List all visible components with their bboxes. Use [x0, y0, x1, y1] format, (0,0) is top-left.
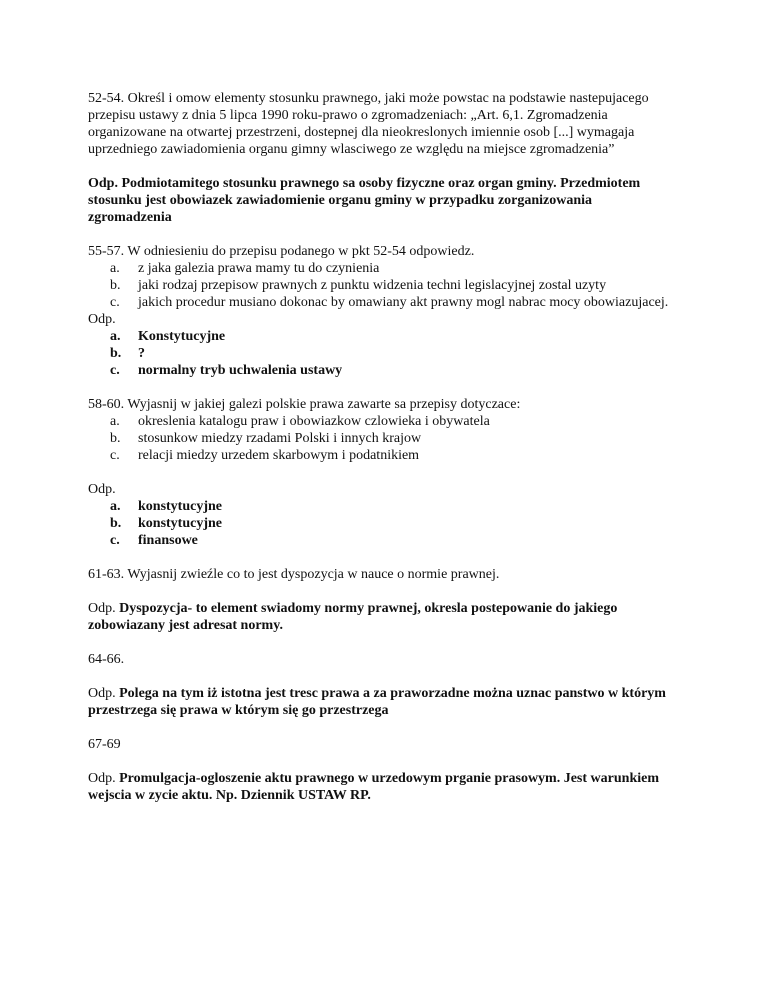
list-item-text: konstytucyjne — [138, 516, 223, 531]
list-item — [88, 413, 678, 430]
list-item — [88, 362, 678, 379]
list-item — [88, 277, 678, 294]
list-marker: b. — [110, 516, 122, 531]
answer-text: Dyspozycja- to element swiadomy normy prawnej, okresla postepowanie do jakiego zobowiazany jest adresat normy. — [88, 601, 618, 633]
list-item-text: Konstytucyjne — [138, 329, 226, 344]
answer-55-57-list — [88, 328, 678, 379]
list-item-text: okreslenia katalogu praw i obowiazkow czlowieka i obywatela — [138, 414, 490, 429]
list-item-text: ? — [138, 346, 145, 361]
list-marker: c. — [110, 533, 120, 548]
list-item-text: z jaka galezia prawa mamy tu do czynienia — [138, 261, 380, 276]
list-item-text: jakich procedur musiano dokonac by omawiany akt prawny mogl nabrac mocy obowiazujacej. — [138, 295, 669, 310]
answer-52-54: Odp. Podmiotamitego stosunku prawnego sa osoby fizyczne oraz organ gminy. Przedmiotem stosunku jest obowiazek zawiadomienie organu gminy w przypadku zorganizowania zgromadzenia — [88, 176, 641, 225]
document-page — [88, 90, 678, 804]
question-61-63: 61-63. Wyjasnij zwieźle co to jest dyspozycja w nauce o normie prawnej. — [88, 567, 500, 582]
list-item — [88, 260, 678, 277]
answer-61-63 — [88, 600, 678, 634]
list-item — [88, 345, 678, 362]
list-item — [88, 328, 678, 345]
list-marker: b. — [110, 278, 121, 293]
answer-67-69 — [88, 770, 678, 804]
odp-label: Odp. — [88, 686, 120, 701]
answer-58-60-list — [88, 498, 678, 549]
list-marker: c. — [110, 295, 120, 310]
answer-64-66 — [88, 685, 678, 719]
list-item-text: jaki rodzaj przepisow prawnych z punktu widzenia techni legislacyjnej zostal uzyty — [138, 278, 607, 293]
list-item — [88, 498, 678, 515]
question-52-54: 52-54. Określ i omow elementy stosunku prawnego, jaki może powstac na podstawie nastepujacego przepisu ustawy z dnia 5 lipca 1990 roku-prawo o zgromadzeniach: „Art. 6,1. Zgromadzenia organizowane na otwartej przestrzeni, dostepnej dla nieokreslonych imiennie osob [...] wymagaja uprzedniego zawiadomienia organu gimny wlasciwego ze względu na miejsce zgromadzenia” — [88, 91, 649, 157]
list-marker: b. — [110, 346, 122, 361]
list-item — [88, 532, 678, 549]
odp-label: Odp. — [88, 312, 116, 327]
list-item — [88, 294, 678, 311]
list-item-text: stosunkow miedzy rzadami Polski i innych krajow — [138, 431, 422, 446]
list-marker: c. — [110, 448, 120, 463]
question-58-60: 58-60. Wyjasnij w jakiej galezi polskie prawa zawarte sa przepisy dotyczace: — [88, 397, 521, 412]
list-item-text: normalny tryb uchwalenia ustawy — [138, 363, 343, 378]
odp-label: Odp. — [88, 601, 120, 616]
question-58-60-list — [88, 413, 678, 464]
list-marker: b. — [110, 431, 121, 446]
list-marker: a. — [110, 261, 120, 276]
list-marker: a. — [110, 499, 121, 514]
list-item-text: relacji miedzy urzedem skarbowym i podatnikiem — [138, 448, 420, 463]
list-item — [88, 447, 678, 464]
odp-label: Odp. — [88, 771, 120, 786]
list-item-text: konstytucyjne — [138, 499, 223, 514]
answer-text: Promulgacja-ogloszenie aktu prawnego w urzedowym prganie prasowym. Jest warunkiem wejscia w zycie aktu. Np. Dziennik USTAW RP. — [88, 771, 659, 803]
list-item — [88, 430, 678, 447]
question-64-66: 64-66. — [88, 652, 125, 667]
answer-text: Polega na tym iż istotna jest tresc prawa a za praworzadne można uznac panstwo w którym przestrzega się prawa w którym się go przestrzega — [88, 686, 666, 718]
list-item-text: finansowe — [138, 533, 198, 548]
list-marker: a. — [110, 414, 120, 429]
odp-label: Odp. — [88, 482, 116, 497]
list-marker: c. — [110, 363, 120, 378]
question-55-57: 55-57. W odniesieniu do przepisu podanego w pkt 52-54 odpowiedz. — [88, 244, 475, 259]
question-55-57-list — [88, 260, 678, 311]
list-item — [88, 515, 678, 532]
list-marker: a. — [110, 329, 121, 344]
question-67-69: 67-69 — [88, 737, 121, 752]
